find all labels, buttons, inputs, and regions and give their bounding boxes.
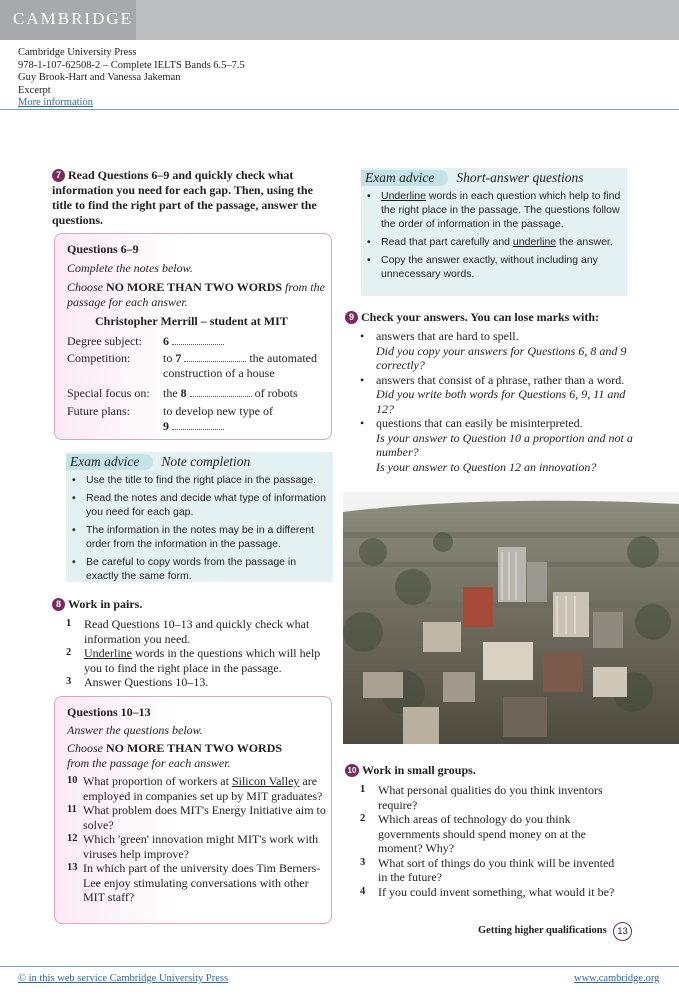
advice-title: Note completion [161, 454, 251, 469]
step-number: 8 [52, 598, 65, 611]
step-10-list [360, 783, 622, 899]
book-meta [18, 47, 245, 110]
advice-item: • Use the title to find the right place in the passage. [66, 473, 327, 487]
advice-item: • Be careful to copy words from the passage in exactly the same form. [66, 555, 327, 583]
list-item: 4 If you could invent something, what would it be? [360, 884, 615, 899]
list-item: 2 Which areas of technology do you think governments should spend money on at the moment? Why? [360, 812, 586, 855]
section-title: Getting higher qualifications [478, 925, 607, 936]
brand-logo: CAMBRIDGE [13, 9, 134, 28]
step-10 [345, 763, 476, 778]
excerpt-label: Excerpt [18, 84, 51, 96]
question-item: 11 What problem does MIT's Energy Initiative aim to solve? [67, 803, 326, 832]
step-8 [52, 597, 142, 612]
step-9-instruction: Check your answers. You can lose marks with: [361, 310, 600, 324]
notes-label: Degree subject: [67, 334, 142, 348]
notes-box [54, 233, 332, 440]
question-item: 13 In which part of the university does Tim Berners-Lee enjoy stimulating conversations with other MIT staff? [67, 861, 321, 904]
copyright-link[interactable]: © in this web service Cambridge University Press [18, 973, 229, 984]
question-item: 10 What proportion of workers at Silicon Valley are employed in companies set up by MIT graduates? [67, 774, 323, 803]
list-item: • questions that can easily be misinterpreted. Is your answer to Question 10 a proportion and not a number? Is your answer to Question 12 an innovation? [358, 416, 634, 474]
advice-item: • Underline words in each question which help to find the right place in the passage. The questions follow the order of information in the passage. [361, 189, 621, 231]
questions-box [54, 696, 332, 924]
notes-gap-7: to 7 the automated construction of a house [163, 351, 317, 380]
advice-tag: Exam advice [66, 454, 153, 470]
questions-heading: Questions 10–13 [67, 705, 151, 719]
list-item: • answers that consist of a phrase, rather than a word. Did you write both words for Questions 6, 9, 11 and 12? [358, 373, 634, 417]
step-9-list [358, 329, 634, 474]
step-number: 10 [345, 764, 359, 777]
list-item: 3 What sort of things do you think will be invented in the future? [360, 855, 615, 884]
list-item: 1 What personal qualities do you think inventors require? [360, 783, 603, 812]
step-8-instruction: Work in pairs. [68, 597, 143, 611]
authors: Guy Brook-Hart and Vanessa Jakeman [18, 72, 181, 83]
publisher: Cambridge University Press [18, 47, 137, 58]
list-item: 2 Underline words in the questions which will help you to find the right place in the passage. [66, 646, 321, 675]
advice-item: • Read that part carefully and underline the answer. [361, 235, 621, 249]
step-9 [345, 310, 599, 325]
advice-item: • Read the notes and decide what type of information you need for each gap. [66, 491, 327, 519]
notes-gap-9: to develop new type of 9 [163, 404, 273, 433]
advice-item: • The information in the notes may be in a different order from the information in the passage. [66, 523, 327, 551]
header-divider [0, 109, 679, 110]
isbn-title: 978-1-107-62508-2 – Complete IELTS Bands 6.5–7.5 [18, 59, 245, 71]
advice-item: • Copy the answer exactly, without including any unnecessary words. [361, 253, 621, 281]
advice-list [66, 473, 333, 583]
question-item: 12 Which 'green' innovation might MIT's work with viruses help improve? [67, 832, 319, 861]
advice-list [361, 189, 627, 281]
advice-tag: Exam advice [361, 170, 448, 186]
notes-label: Special focus on: [67, 386, 150, 400]
website-link[interactable]: www.cambridge.org [574, 973, 660, 984]
notes-gap-6: 6 [163, 334, 224, 349]
step-number: 9 [345, 311, 358, 324]
list-item: 3 Answer Questions 10–13. [66, 675, 209, 689]
more-information-link[interactable]: More information [18, 97, 93, 108]
list-item: 1 Read Questions 10–13 and quickly check what information you need. [66, 617, 310, 646]
advice-note-completion [66, 452, 333, 582]
step-8-list [66, 617, 328, 690]
notes-instruction: Complete the notes below. [67, 261, 193, 275]
notes-title: Christopher Merrill – student at MIT [95, 314, 288, 328]
step-number: 7 [52, 169, 65, 182]
footer-divider [0, 966, 679, 967]
notes-gap-8: the 8 of robots [163, 386, 298, 400]
questions-list [67, 774, 329, 905]
notes-label: Competition: [67, 351, 131, 365]
step-7-instruction: Read Questions 6–9 and quickly check what information you need for each gap. Then, using the title to find the right part of the passage, answer the questions. [52, 168, 317, 227]
step-7 [52, 168, 322, 228]
notes-choose: Choose NO MORE THAN TWO WORDS from the passage for each answer. [67, 280, 325, 309]
notes-label: Future plans: [67, 404, 130, 418]
page-number: 13 [613, 922, 632, 941]
city-aerial-photo [343, 492, 679, 744]
notes-heading: Questions 6–9 [67, 242, 139, 256]
questions-choose: Choose NO MORE THAN TWO WORDS from the passage for each answer. [67, 741, 283, 770]
step-10-instruction: Work in small groups. [362, 763, 476, 777]
questions-instruction: Answer the questions below. [67, 723, 203, 737]
list-item: • answers that are hard to spell. Did you copy your answers for Questions 6, 8 and 9 correctly? [358, 329, 634, 373]
advice-title: Short-answer questions [456, 170, 584, 185]
advice-short-answer [361, 168, 627, 296]
